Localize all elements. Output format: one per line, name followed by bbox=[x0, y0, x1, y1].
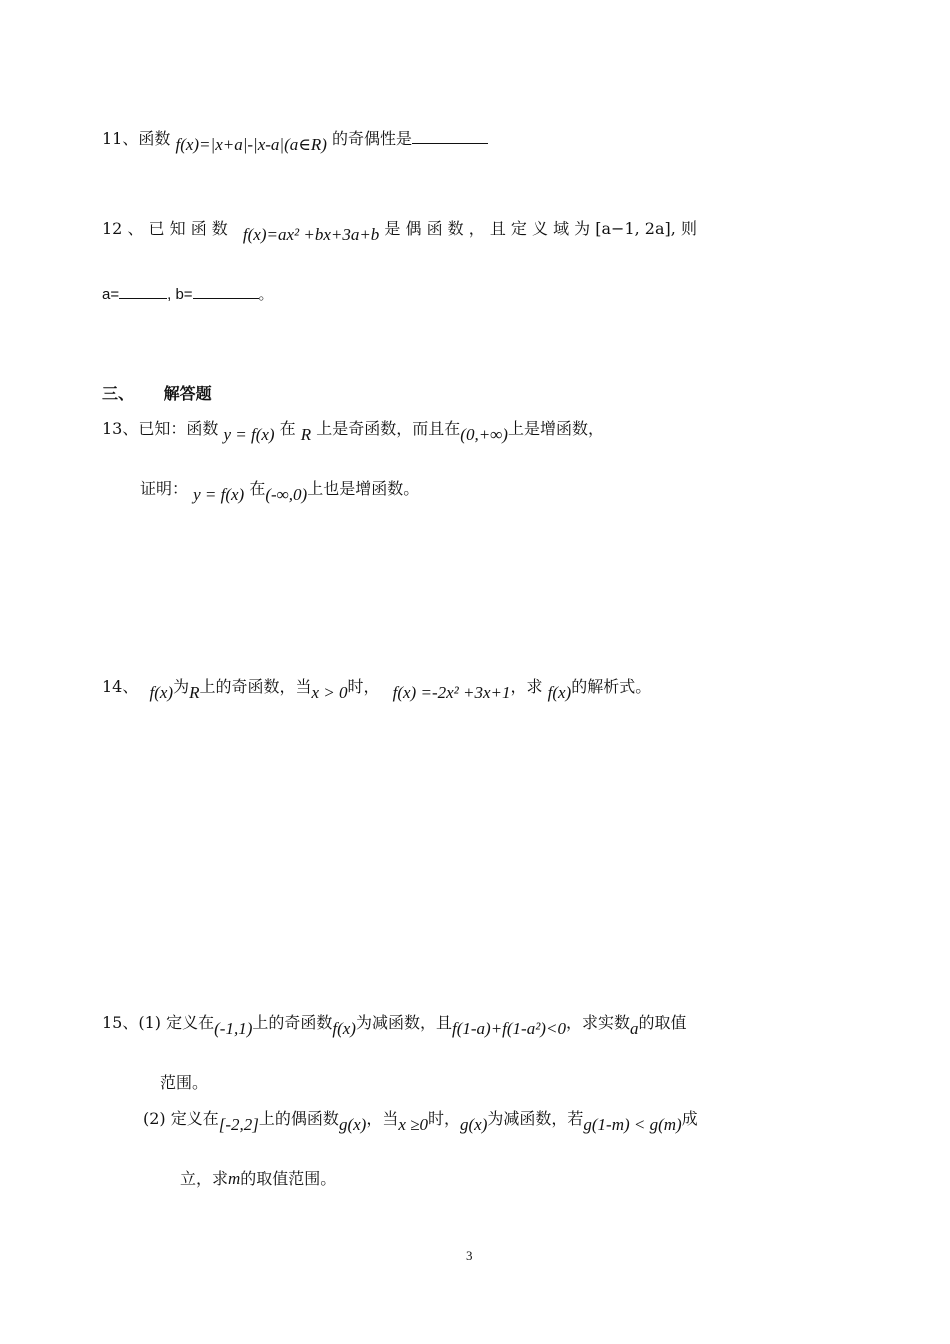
q15-math-2: f(x) bbox=[332, 1019, 356, 1038]
q12-text: 是 偶 函 数 ， 且 定 义 域 为 [a−1, 2a], 则 bbox=[384, 219, 697, 238]
q13-math-2: R bbox=[300, 425, 312, 444]
q13-text-4: 上是增函数， bbox=[507, 419, 604, 438]
question-11 bbox=[102, 128, 488, 154]
q13-text-6: 上也是增函数。 bbox=[307, 479, 420, 498]
q14-text-1: 为 bbox=[173, 677, 190, 696]
question-13 bbox=[102, 418, 604, 444]
page-number: 3 bbox=[466, 1248, 473, 1263]
q15-part2-text-3: 时， bbox=[427, 1109, 460, 1128]
q15-part2-math-2: g(x) bbox=[338, 1115, 367, 1134]
question-15 bbox=[102, 1012, 687, 1038]
q15-part2-text-4: 为减函数，若 bbox=[487, 1109, 584, 1128]
question-12-line2 bbox=[102, 284, 274, 306]
q12-b-blank bbox=[193, 284, 259, 299]
q15-part2-math-3: x ≥0 bbox=[398, 1115, 428, 1134]
section-title: 解答题 bbox=[163, 384, 212, 403]
question-15-line2 bbox=[160, 1072, 208, 1094]
question-14 bbox=[102, 676, 652, 702]
question-15-part2 bbox=[143, 1108, 698, 1134]
q13-math-4: y = f(x) bbox=[193, 485, 245, 504]
question-12 bbox=[102, 218, 697, 244]
q15-text-1: 上的奇函数 bbox=[252, 1013, 333, 1032]
q14-text-5: 的解析式。 bbox=[571, 677, 652, 696]
q14-text-2: 上的奇函数，当 bbox=[199, 677, 312, 696]
q15-text-3: ，求实数 bbox=[565, 1013, 630, 1032]
q11-formula: f(x)=|x+a|-|x-a|(a∈R) bbox=[175, 135, 327, 154]
q13-text-1: 13、已知：函数 bbox=[102, 419, 219, 438]
q14-math-1: f(x) bbox=[149, 683, 174, 702]
section-number: 三、 bbox=[102, 384, 135, 403]
section-heading bbox=[102, 383, 212, 405]
q15-part2-math-4: g(x) bbox=[459, 1115, 488, 1134]
q14-label: 14、 bbox=[102, 677, 139, 696]
q14-text-3: 时， bbox=[347, 677, 380, 696]
q15-text-5: 范围。 bbox=[160, 1073, 209, 1092]
q13-math-3: (0,+∞) bbox=[460, 425, 508, 444]
q15-text-2: 为减函数，且 bbox=[355, 1013, 452, 1032]
q15-part2-text-7: 的取值范围。 bbox=[240, 1169, 337, 1188]
q14-math-4: f(x) =-2x² +3x+1 bbox=[392, 683, 511, 702]
q13-math-1: y = f(x) bbox=[223, 425, 275, 444]
q15-math-3: f(1-a)+f(1-a²)<0 bbox=[451, 1019, 566, 1038]
q15-part2-text-2: ，当 bbox=[366, 1109, 399, 1128]
q14-math-3: x > 0 bbox=[311, 683, 348, 702]
q12-label: 12 、 已 知 函 数 bbox=[102, 219, 228, 238]
q15-part2-text-1: 上的偶函数 bbox=[258, 1109, 339, 1128]
q15-math-1: (-1,1) bbox=[214, 1019, 253, 1038]
q15-part2-label: (2) 定义在 bbox=[143, 1109, 219, 1128]
q12-period: 。 bbox=[258, 286, 274, 303]
q13-text-2: 在 bbox=[279, 419, 296, 438]
q12-a-blank bbox=[119, 284, 167, 299]
q15-part2-math-6: m bbox=[228, 1169, 241, 1188]
q11-text: 的奇偶性是 bbox=[332, 129, 413, 148]
q12-b-label: , b= bbox=[167, 286, 193, 303]
q15-math-4: a bbox=[629, 1019, 639, 1038]
q11-answer-blank bbox=[412, 129, 488, 144]
question-15-part2-line2 bbox=[180, 1168, 336, 1190]
q12-a-label: a= bbox=[102, 286, 120, 303]
question-13-line2 bbox=[140, 478, 420, 504]
q15-label: 15、(1) 定义在 bbox=[102, 1013, 215, 1032]
q13-text-3: 上是奇函数，而且在 bbox=[316, 419, 461, 438]
q15-part2-math-5: g(1-m) < g(m) bbox=[583, 1115, 682, 1134]
q13-math-5: (-∞,0) bbox=[265, 485, 308, 504]
q15-part2-math-1: [-2,2] bbox=[218, 1115, 259, 1134]
q13-text-5: 在 bbox=[249, 479, 266, 498]
q11-label: 11、函数 bbox=[102, 129, 171, 148]
q14-text-4: ，求 bbox=[510, 677, 543, 696]
q15-part2-text-5: 成 bbox=[681, 1109, 698, 1128]
q14-math-5: f(x) bbox=[547, 683, 572, 702]
q15-text-4: 的取值 bbox=[638, 1013, 687, 1032]
q13-proof-label: 证明： bbox=[140, 479, 189, 498]
q14-math-2: R bbox=[189, 683, 200, 702]
q12-formula: f(x)=ax² +bx+3a+b bbox=[242, 225, 380, 244]
q15-part2-text-6: 立，求 bbox=[180, 1169, 229, 1188]
